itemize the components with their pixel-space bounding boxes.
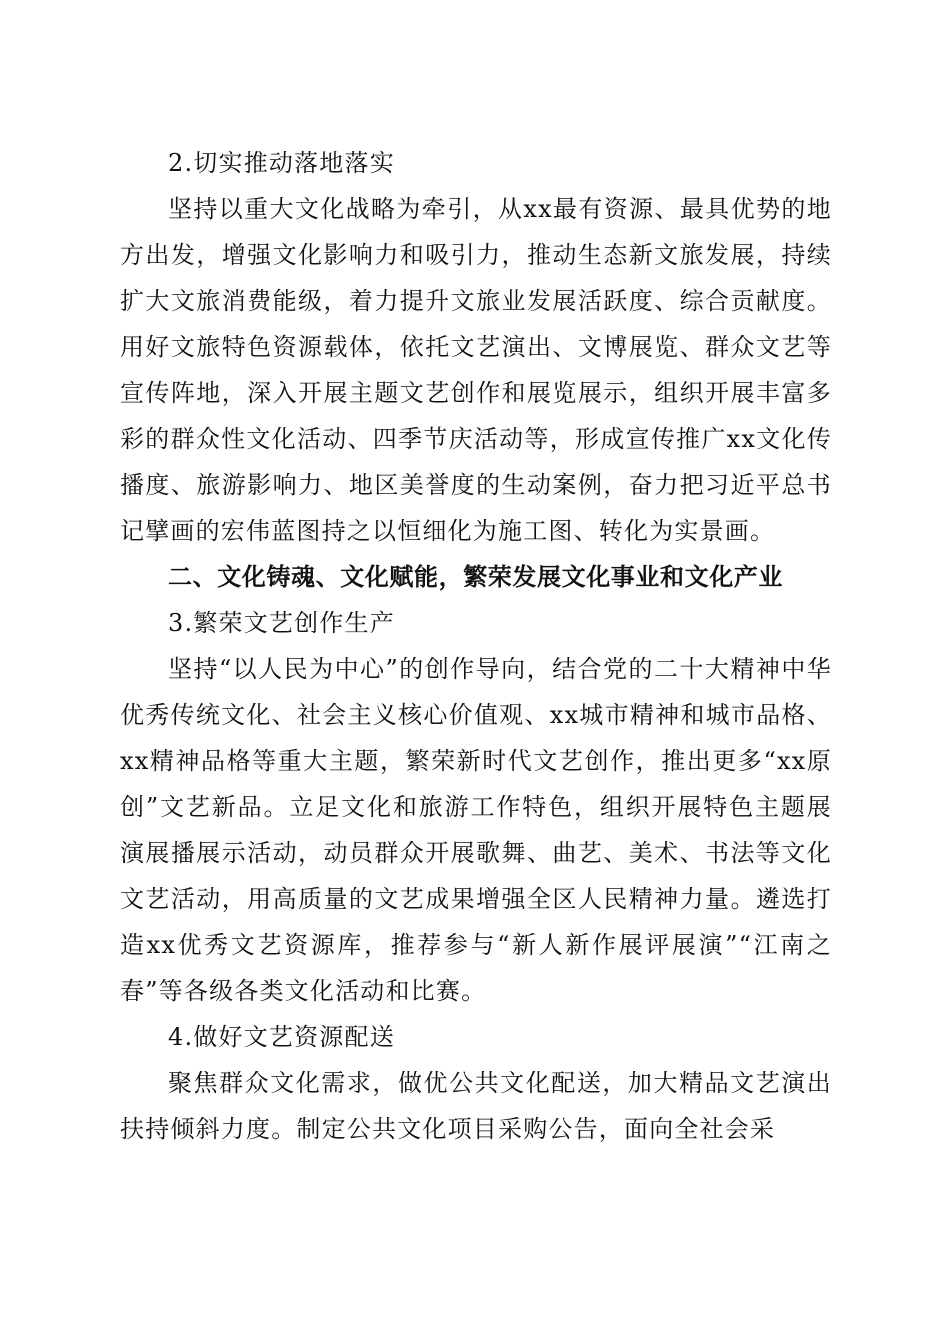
paragraph-3: 坚持“以人民为中心”的创作导向，结合党的二十大精神中华优秀传统文化、社会主义核心价值观、xx城市精神和城市品格、xx精神品格等重大主题，繁荣新时代文艺创作，推出更多“xx原创”文艺新品。立足文化和旅游工作特色，组织开展特色主题展演展播展示活动，动员群众开展歌舞、曲艺、美术、书法等文化文艺活动，用高质量的文艺成果增强全区人民精神力量。遴选打造xx优秀文艺资源库，推荐参与“新人新作展评展演”“江南之春”等各级各类文化活动和比赛。 [120,655,832,1005]
paragraph-4: 聚焦群众文化需求，做优公共文化配送，加大精品文艺演出扶持倾斜力度。制定公共文化项目采购公告，面向全社会采 [120,1069,832,1143]
paragraph-2: 坚持以重大文化战略为牵引，从xx最有资源、最具优势的地方出发，增强文化影响力和吸引力，推动生态新文旅发展，持续扩大文旅消费能级，着力提升文旅业发展活跃度、综合贡献度。用好文旅特色资源载体，依托文艺演出、文博展览、群众文艺等宣传阵地，深入开展主题文艺创作和展览展示，组织开展丰富多彩的群众性文化活动、四季节庆活动等，形成宣传推广xx文化传播度、旅游影响力、地区美誉度的生动案例，奋力把习近平总书记擘画的宏伟蓝图持之以恒细化为施工图、转化为实景画。 [120,195,832,545]
subheading-2: 2.切实推动落地落实 [168,149,395,177]
section-heading-2: 二、文化铸魂、文化赋能，繁荣发展文化事业和文化产业 [168,563,783,591]
subheading-4: 4.做好文艺资源配送 [168,1023,395,1051]
document-body [120,140,832,1152]
subheading-3: 3.繁荣文艺创作生产 [168,609,395,637]
